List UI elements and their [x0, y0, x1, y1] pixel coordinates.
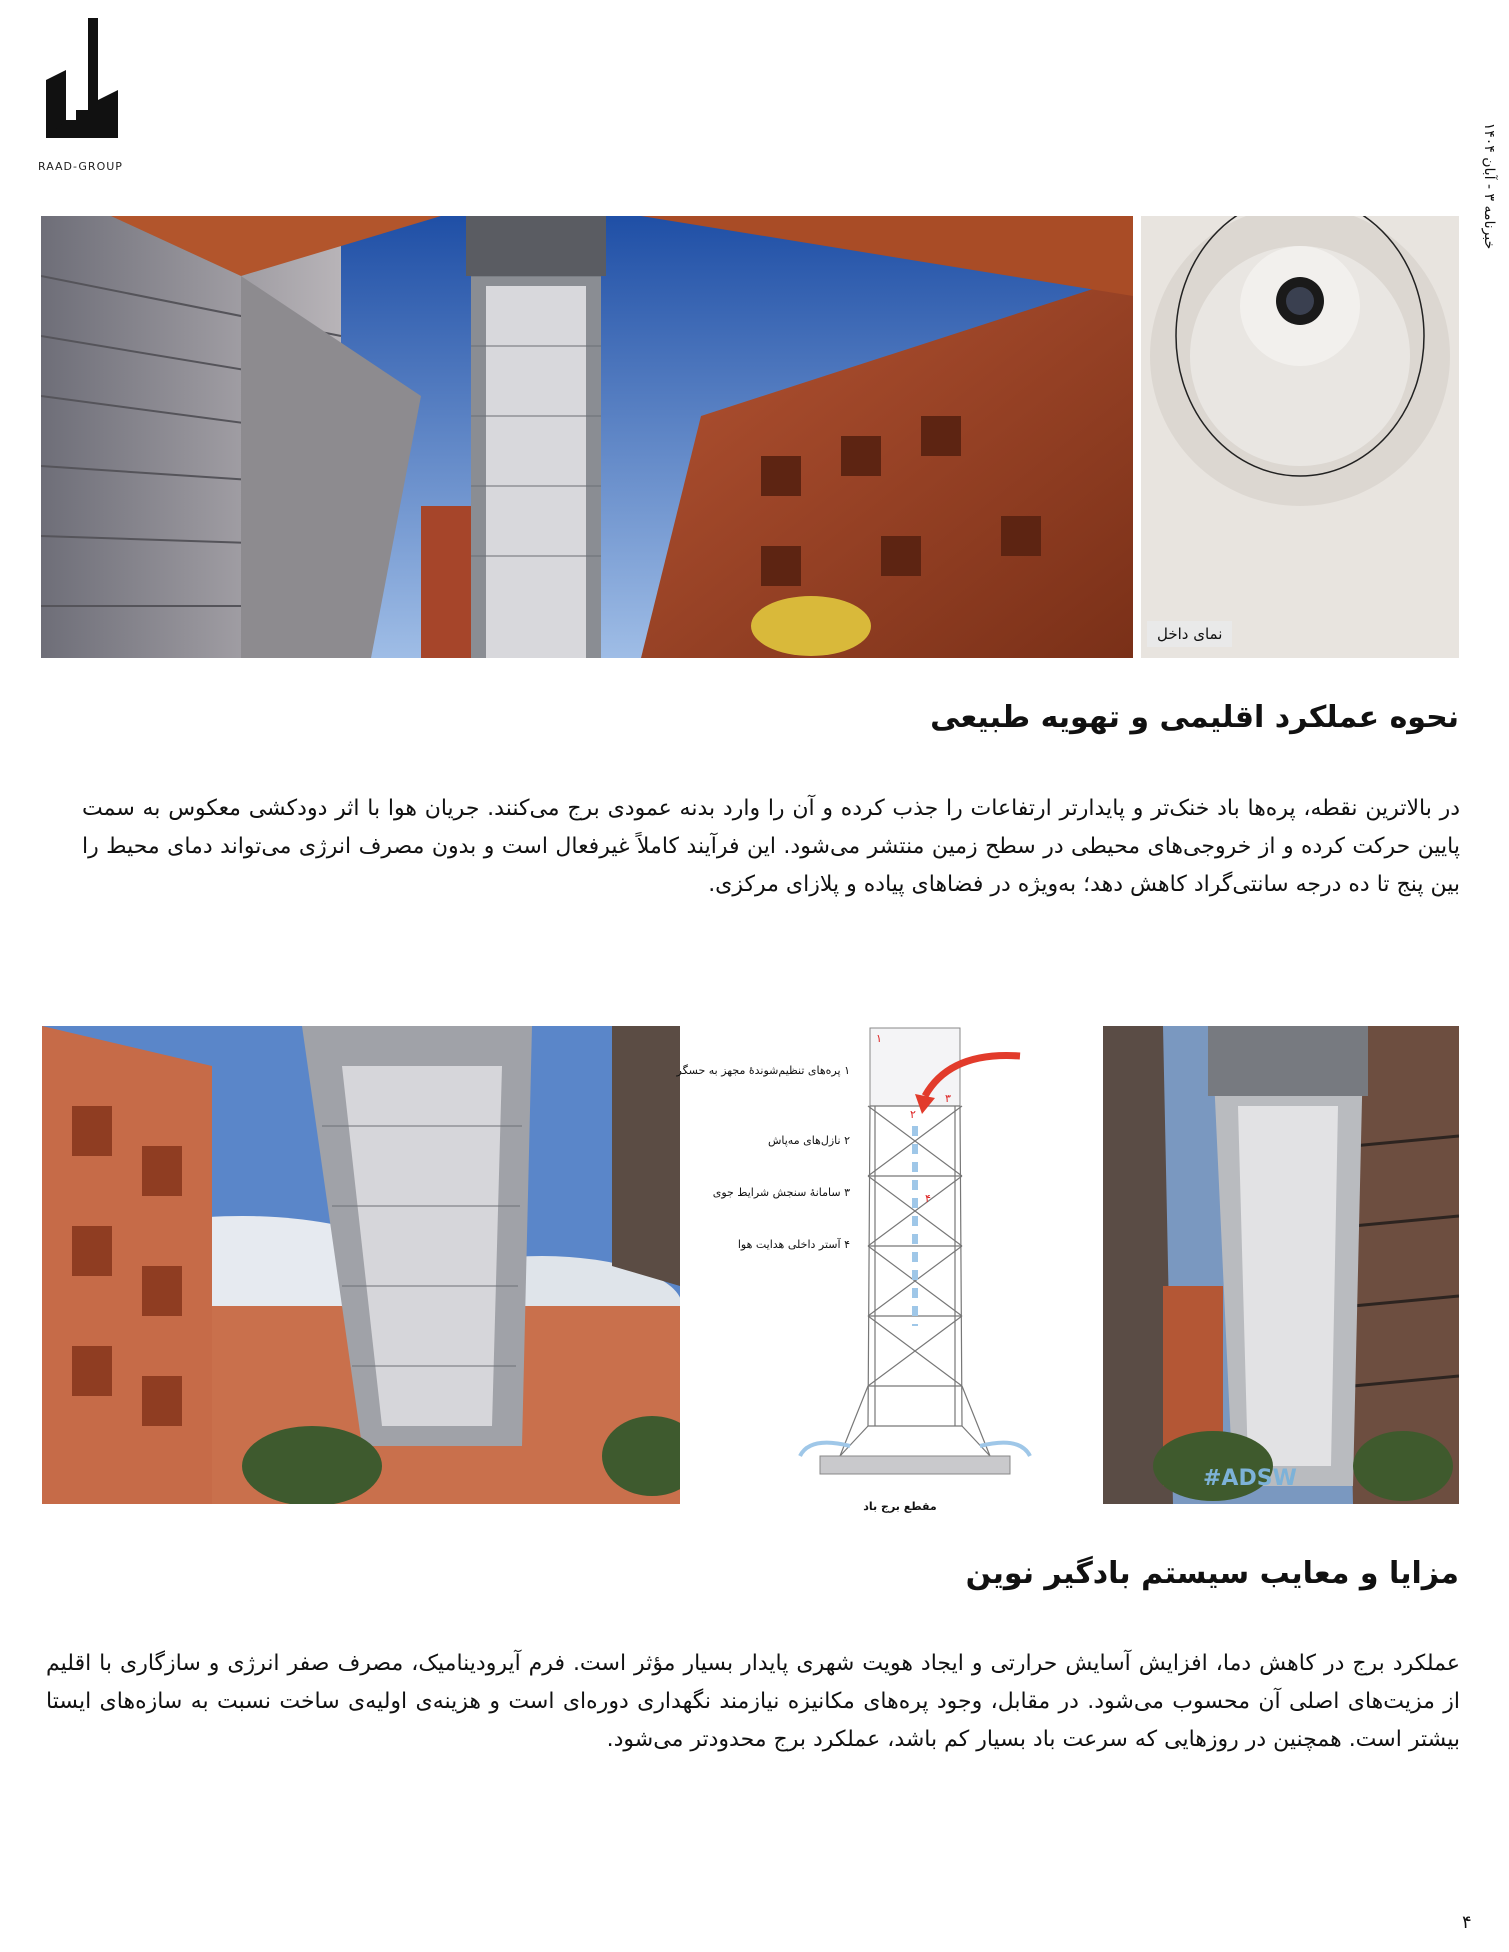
brand-logo-text: RAAD-GROUP: [38, 160, 123, 173]
diagram-marker-2: ۲: [910, 1108, 916, 1121]
section1-body: در بالاترین نقطه، پره‌ها باد خنک‌تر و پایدارتر ارتفاعات را جذب کرده و آن را وارد بدنه عمودی برج می‌کنند. جریان هوا با اثر دودکشی معکوس به سمت پایین حرکت کرده و از خروجی‌های محیطی در سطح زمین منتشر می‌شود. این فرآیند کاملاً غیرفعال است و بدون مصرف انرژی می‌تواند دمای محیط را بین پنج تا ده درجه سانتی‌گراد کاهش دهد؛ به‌ویژه در فضاهای پیاده و پلازای مرکزی.: [82, 796, 1460, 897]
wind-tower-photo-courtyard: [42, 1026, 680, 1504]
photo-sign-text: #ADSW: [1203, 1466, 1297, 1491]
diagram-label-1: ۱ پره‌های تنظیم‌شوندهٔ مجهز به حسگر: [676, 1064, 850, 1077]
section1-title: نحوه عملکرد اقلیمی و تهویه طبیعی: [930, 700, 1459, 735]
diagram-caption: مقطع برج باد: [863, 1500, 937, 1513]
issue-label: خبرنامه ۳ - آبان ۱۴۰۴: [1481, 122, 1497, 250]
diagram-marker-1: ۱: [876, 1032, 882, 1045]
diagram-marker-3: ۳: [945, 1092, 951, 1105]
brand-logo: [36, 18, 126, 178]
wind-tower-photo-main: [41, 216, 1133, 658]
diagram-label-2: ۲ نازل‌های مه‌پاش: [767, 1134, 850, 1147]
wind-tower-section-diagram: [676, 1026, 1040, 1524]
wind-tower-interior-photo: [1141, 216, 1459, 658]
diagram-label-3: ۳ سامانهٔ سنجش شرایط جوی: [712, 1186, 850, 1199]
wind-tower-photo-street: [1103, 1026, 1459, 1504]
page-number: ۴: [1462, 1912, 1472, 1933]
section2-title: مزایا و معایب سیستم بادگیر نوین: [965, 1556, 1459, 1591]
section2-body: عملکرد برج در کاهش دما، افزایش آسایش حرارتی و ایجاد هویت شهری پایدار بسیار مؤثر است. فرم آیرودینامیک، مصرف صفر انرژی و سازگاری با اقلیم از مزیت‌های اصلی آن محسوب می‌شود. در مقابل، وجود پره‌های مکانیزه نیازمند نگهداری دوره‌ای است و هزینه‌ی اولیه‌ی ساخت نسبت به سازه‌های ایستا بیشتر است. همچنین در روزهایی که سرعت باد بسیار کم باشد، عملکرد برج محدودتر می‌شود.: [46, 1651, 1460, 1752]
diagram-label-4: ۴ آستر داخلی هدایت هوا: [737, 1238, 850, 1251]
diagram-marker-4: ۴: [925, 1192, 931, 1205]
interior-caption: نمای داخل: [1147, 621, 1232, 647]
